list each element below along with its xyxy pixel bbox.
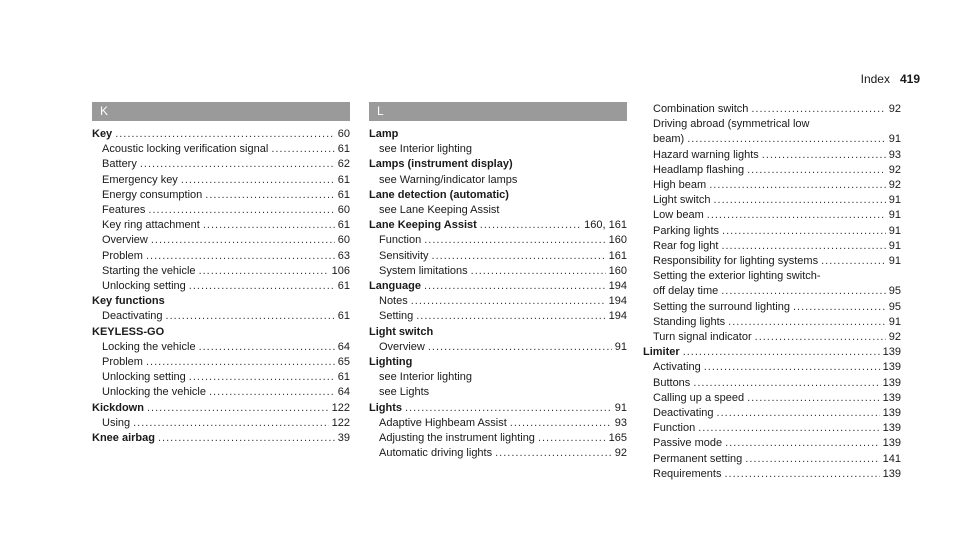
index-main-entry[interactable]	[369, 188, 627, 203]
page-header	[861, 72, 920, 86]
entry-text: Turn signal indicator	[653, 331, 752, 344]
entry-text: Rear fog light	[653, 239, 719, 252]
entry-text: Overview	[102, 234, 148, 247]
entry-text: Activating	[653, 361, 701, 374]
page-reference[interactable]: 61	[337, 188, 350, 201]
entry-text: Setting	[379, 310, 414, 323]
dot-leader	[755, 330, 886, 345]
entry-text: Function	[653, 422, 696, 435]
index-sub-entry[interactable]	[92, 370, 350, 385]
entry-text: Passive mode	[653, 437, 723, 450]
dot-leader	[762, 148, 886, 163]
entry-text: see Warning/indicator lamps	[379, 173, 518, 186]
dot-leader	[147, 401, 329, 416]
index-sub-entry[interactable]	[643, 269, 901, 284]
page-reference[interactable]: 91	[888, 255, 901, 268]
index-sub-entry[interactable]	[369, 203, 627, 218]
entry-text: Permanent setting	[653, 452, 743, 465]
dot-leader	[424, 279, 606, 294]
index-sub-entry[interactable]	[643, 163, 901, 178]
entry-text: Responsibility for lighting systems	[653, 255, 819, 268]
page-reference[interactable]: 95	[888, 285, 901, 298]
index-sub-entry[interactable]	[369, 385, 627, 400]
page-reference[interactable]: 60	[337, 234, 350, 247]
dot-leader	[205, 188, 334, 203]
entry-text: Key functions	[92, 295, 165, 308]
page-reference[interactable]: 61	[337, 280, 350, 293]
dot-leader	[687, 132, 886, 147]
dot-leader	[140, 157, 335, 172]
page-reference[interactable]: 160, 161	[584, 219, 627, 232]
dot-leader	[683, 345, 880, 360]
page-reference[interactable]: 63	[337, 249, 350, 262]
entry-text: Deactivating	[653, 407, 714, 420]
index-sub-entry[interactable]	[643, 406, 901, 421]
entry-text: Lights	[369, 401, 402, 414]
page-reference[interactable]: 122	[331, 416, 350, 429]
index-sub-entry[interactable]	[643, 132, 901, 147]
dot-leader	[146, 355, 335, 370]
index-sub-entry[interactable]	[369, 340, 627, 355]
index-sub-entry[interactable]	[643, 284, 901, 299]
page-reference[interactable]: 93	[888, 148, 901, 161]
index-sub-entry[interactable]	[643, 376, 901, 391]
entry-text: Energy consumption	[102, 188, 203, 201]
page-reference[interactable]: 194	[608, 295, 627, 308]
index-sub-entry[interactable]	[92, 385, 350, 400]
index-main-entry[interactable]	[369, 401, 627, 416]
entry-text: Key	[92, 128, 113, 140]
page-reference[interactable]: 91	[888, 133, 901, 146]
index-sub-entry[interactable]	[92, 188, 350, 203]
index-main-entry[interactable]	[643, 345, 901, 360]
dot-leader	[416, 309, 605, 324]
dot-leader	[480, 218, 581, 233]
dot-leader	[698, 421, 879, 436]
page-reference[interactable]: 91	[888, 224, 901, 237]
entry-text: System limitations	[379, 264, 468, 277]
dot-leader	[747, 391, 880, 406]
dot-leader	[721, 284, 886, 299]
page-reference[interactable]: 194	[608, 310, 627, 323]
dot-leader	[495, 446, 612, 461]
index-sub-entry[interactable]	[643, 224, 901, 239]
page-reference[interactable]: 91	[888, 239, 901, 252]
entry-text: beam)	[653, 133, 685, 146]
index-sub-entry[interactable]	[369, 416, 627, 431]
dot-leader	[471, 264, 606, 279]
dot-leader	[189, 370, 335, 385]
index-sub-entry[interactable]	[643, 452, 901, 467]
page-reference[interactable]: 92	[888, 331, 901, 344]
index-sub-entry[interactable]	[643, 360, 901, 375]
page-reference[interactable]: 91	[888, 315, 901, 328]
entry-text: Hazard warning lights	[653, 148, 759, 161]
index-main-entry[interactable]	[92, 325, 350, 340]
dot-leader	[432, 249, 606, 264]
page-reference[interactable]: 139	[882, 422, 901, 435]
entry-text: Limiter	[643, 346, 680, 359]
dot-leader	[751, 102, 885, 117]
entry-text: Light switch	[653, 194, 711, 207]
entry-text: Sensitivity	[379, 249, 429, 262]
dot-leader	[133, 416, 329, 431]
dot-leader	[189, 279, 335, 294]
page-reference[interactable]: 60	[337, 204, 350, 217]
dot-leader	[724, 467, 879, 482]
entry-text: High beam	[653, 179, 707, 192]
index-sub-entry[interactable]	[92, 309, 350, 324]
page-reference[interactable]: 64	[337, 340, 350, 353]
page-reference[interactable]: 160	[608, 234, 627, 247]
dot-leader	[693, 376, 879, 391]
page-reference[interactable]: 91	[888, 209, 901, 222]
page-reference[interactable]: 139	[882, 391, 901, 404]
dot-leader	[405, 401, 612, 416]
dot-leader	[821, 254, 886, 269]
index-main-entry[interactable]	[369, 279, 627, 294]
entry-text: see Interior lighting	[379, 143, 472, 156]
dot-leader	[722, 224, 886, 239]
page-reference[interactable]: 139	[882, 346, 901, 359]
index-sub-entry[interactable]	[643, 330, 901, 345]
entry-text: Unlocking the vehicle	[102, 386, 206, 399]
index-sub-entry[interactable]	[92, 340, 350, 355]
page-reference[interactable]: 106	[331, 264, 350, 277]
page-reference[interactable]: 61	[337, 219, 350, 232]
index-sub-entry[interactable]	[643, 315, 901, 330]
index-sub-entry[interactable]	[92, 203, 350, 218]
index-sub-entry[interactable]	[369, 264, 627, 279]
page-reference[interactable]: 93	[614, 416, 627, 429]
dot-leader	[709, 178, 886, 193]
index-sub-entry[interactable]	[643, 436, 901, 451]
entry-text: Headlamp flashing	[653, 163, 745, 176]
index-sub-entry[interactable]	[369, 233, 627, 248]
entry-text: Adjusting the instrument lighting	[379, 432, 535, 445]
entry-text: Lighting	[369, 356, 413, 369]
page-reference[interactable]: 160	[608, 264, 627, 277]
dot-leader	[538, 431, 606, 446]
index-sub-entry[interactable]	[643, 102, 901, 117]
page-reference[interactable]: 139	[882, 376, 901, 389]
section-letter-band: L	[369, 102, 627, 121]
page-reference[interactable]: 61	[337, 371, 350, 384]
index-main-entry[interactable]	[92, 401, 350, 416]
entry-text: Lamp	[369, 128, 399, 140]
entry-text: Acoustic locking verification signal	[102, 143, 269, 156]
entry-text: see Lane Keeping Assist	[379, 204, 500, 217]
dot-leader	[707, 208, 886, 223]
entry-text: Unlocking setting	[102, 280, 186, 293]
entry-text: Automatic driving lights	[379, 447, 493, 460]
index-sub-entry[interactable]	[369, 294, 627, 309]
dot-leader	[411, 294, 606, 309]
dot-leader	[146, 249, 335, 264]
page-reference[interactable]: 139	[882, 437, 901, 450]
index-sub-entry[interactable]	[643, 208, 901, 223]
entry-text: Unlocking setting	[102, 371, 186, 384]
entry-text: Calling up a speed	[653, 391, 745, 404]
entry-text: Features	[102, 204, 146, 217]
page-reference[interactable]: 141	[882, 452, 901, 465]
dot-leader	[166, 309, 335, 324]
index-sub-entry[interactable]	[92, 279, 350, 294]
entry-text: Setting the exterior lighting switch-	[653, 270, 821, 283]
dot-leader	[428, 340, 612, 355]
page-reference[interactable]: 91	[888, 194, 901, 207]
entry-text: KEYLESS-GO	[92, 325, 165, 338]
page-number: 419	[899, 72, 920, 86]
entry-text: Function	[379, 234, 422, 247]
index-main-entry[interactable]	[92, 294, 350, 309]
entry-text: Overview	[379, 340, 425, 353]
page-reference[interactable]: 92	[888, 179, 901, 192]
page-reference[interactable]: 39	[337, 432, 350, 445]
index-sub-entry[interactable]	[92, 249, 350, 264]
entry-text: Buttons	[653, 376, 691, 389]
index-sub-entry[interactable]	[92, 218, 350, 233]
entry-text: Language	[369, 280, 421, 293]
entry-text: Problem	[102, 249, 143, 262]
index-main-entry[interactable]	[369, 355, 627, 370]
dot-leader	[713, 193, 885, 208]
page-reference[interactable]: 139	[882, 407, 901, 420]
entry-text: Parking lights	[653, 224, 720, 237]
dot-leader	[721, 239, 885, 254]
dot-leader	[181, 173, 335, 188]
index-main-entry[interactable]	[369, 157, 627, 172]
entry-text: Locking the vehicle	[102, 340, 196, 353]
dot-leader	[158, 431, 335, 446]
entry-text: off delay time	[653, 285, 719, 298]
page-reference[interactable]: 91	[614, 401, 627, 414]
index-sub-entry[interactable]	[369, 249, 627, 264]
index-sub-entry[interactable]	[92, 233, 350, 248]
entry-text: Lane detection (automatic)	[369, 188, 509, 201]
page-reference[interactable]: 65	[337, 356, 350, 369]
index-sub-entry[interactable]	[92, 173, 350, 188]
index-sub-entry[interactable]	[643, 391, 901, 406]
dot-leader	[148, 203, 334, 218]
index-sub-entry[interactable]	[643, 421, 901, 436]
index-column-l	[369, 102, 627, 461]
dot-leader	[747, 163, 886, 178]
index-main-entry[interactable]	[92, 431, 350, 446]
section-letter-band: K	[92, 102, 350, 121]
page-reference[interactable]: 61	[337, 173, 350, 186]
index-sub-entry[interactable]	[92, 142, 350, 157]
entry-text: see Lights	[379, 386, 430, 399]
page-reference[interactable]: 95	[888, 300, 901, 313]
index-sub-entry[interactable]	[643, 239, 901, 254]
dot-leader	[793, 300, 886, 315]
index-main-entry[interactable]	[369, 218, 627, 233]
dot-leader	[728, 315, 886, 330]
entry-text: Problem	[102, 356, 143, 369]
index-main-entry[interactable]	[92, 127, 350, 142]
entry-text: see Interior lighting	[379, 371, 472, 384]
dot-leader	[704, 360, 880, 375]
page-reference[interactable]: 91	[614, 340, 627, 353]
page-reference[interactable]: 62	[337, 158, 350, 171]
dot-leader	[203, 218, 335, 233]
header-title: Index	[860, 72, 890, 86]
index-sub-entry[interactable]	[92, 416, 350, 431]
entry-text: Battery	[102, 158, 137, 171]
page-reference[interactable]: 92	[888, 163, 901, 176]
index-sub-entry[interactable]	[643, 254, 901, 269]
page-reference[interactable]: 92	[888, 103, 901, 115]
index-column-k	[92, 102, 350, 446]
entry-text: Standing lights	[653, 315, 726, 328]
page-reference[interactable]: 60	[337, 128, 350, 140]
index-sub-entry[interactable]	[369, 309, 627, 324]
index-sub-entry[interactable]	[643, 300, 901, 315]
dot-leader	[510, 416, 612, 431]
entry-text: Setting the surround lighting	[653, 300, 790, 313]
index-sub-entry[interactable]	[643, 467, 901, 482]
entry-text: Knee airbag	[92, 432, 155, 445]
page-reference[interactable]: 61	[337, 310, 350, 323]
dot-leader	[725, 436, 880, 451]
index-sub-entry[interactable]	[369, 431, 627, 446]
entry-text: Using	[102, 416, 131, 429]
entry-text: Low beam	[653, 209, 704, 222]
index-sub-entry[interactable]	[369, 173, 627, 188]
page-reference[interactable]: 64	[337, 386, 350, 399]
index-column-l-continued	[643, 102, 901, 482]
entry-text: Starting the vehicle	[102, 264, 196, 277]
entry-text: Adaptive Highbeam Assist	[379, 416, 507, 429]
entry-text: Notes	[379, 295, 408, 308]
dot-leader	[199, 340, 335, 355]
entry-text: Requirements	[653, 467, 722, 480]
entry-text: Driving abroad (symmetrical low	[653, 118, 810, 131]
entry-text: Lamps (instrument display)	[369, 158, 513, 171]
index-sub-entry[interactable]	[643, 193, 901, 208]
page-reference[interactable]: 92	[614, 447, 627, 460]
index-sub-entry[interactable]	[643, 117, 901, 132]
entry-text: Kickdown	[92, 401, 144, 414]
dot-leader	[424, 233, 605, 248]
dot-leader	[271, 142, 334, 157]
index-main-entry[interactable]	[369, 127, 627, 142]
index-sub-entry[interactable]	[643, 178, 901, 193]
page-reference[interactable]: 139	[882, 467, 901, 480]
index-main-entry[interactable]	[369, 325, 627, 340]
entry-text: Combination switch	[653, 103, 749, 115]
index-sub-entry[interactable]	[369, 142, 627, 157]
index-sub-entry[interactable]	[92, 355, 350, 370]
entry-text: Deactivating	[102, 310, 163, 323]
page-reference[interactable]: 194	[608, 280, 627, 293]
index-sub-entry[interactable]	[643, 148, 901, 163]
dot-leader	[115, 127, 335, 142]
page-reference[interactable]: 61	[337, 143, 350, 156]
dot-leader	[209, 385, 335, 400]
page-reference[interactable]: 139	[882, 361, 901, 374]
entry-text: Emergency key	[102, 173, 178, 186]
index-sub-entry[interactable]	[92, 264, 350, 279]
page-reference[interactable]: 161	[608, 249, 627, 262]
page-reference[interactable]: 122	[331, 401, 350, 414]
entry-text: Key ring attachment	[102, 219, 200, 232]
entry-text: Lane Keeping Assist	[369, 219, 477, 232]
index-sub-entry[interactable]	[369, 446, 627, 461]
dot-leader	[717, 406, 880, 421]
page-reference[interactable]: 165	[608, 432, 627, 445]
dot-leader	[151, 233, 335, 248]
dot-leader	[199, 264, 329, 279]
dot-leader	[745, 452, 879, 467]
entry-text: Light switch	[369, 325, 434, 338]
index-sub-entry[interactable]	[369, 370, 627, 385]
index-sub-entry[interactable]	[92, 157, 350, 172]
